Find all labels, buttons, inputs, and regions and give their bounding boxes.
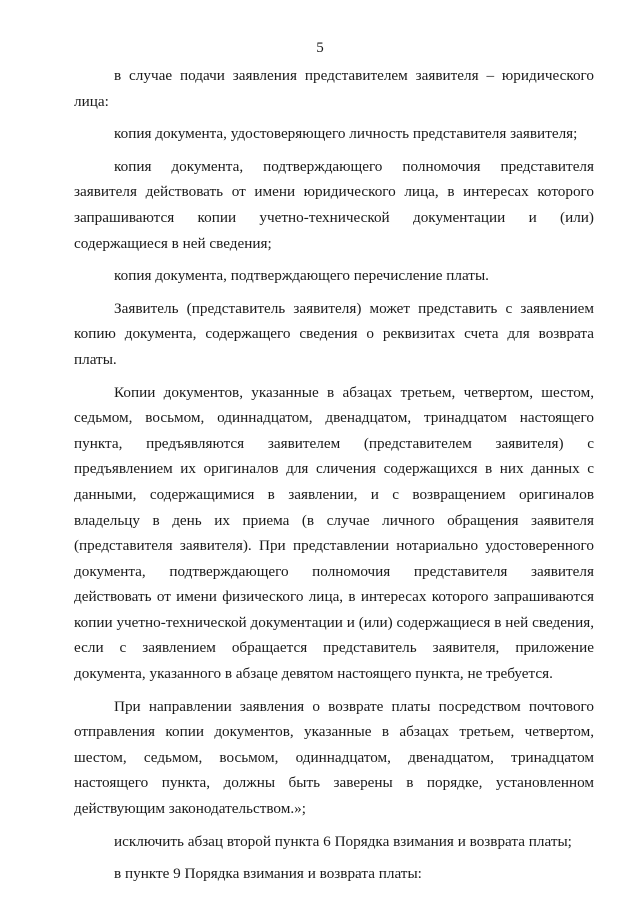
paragraph: При направлении заявления о возврате платы посредством почтового отправления копии документов, указанные в абзацах третьем, четвертом, шестом, седьмом, восьмом, одиннадцатом, двенадцатом, тринадцатом настоящего пункта, должны быть заверены в порядке, установленном действующим законодательством.»; bbox=[74, 697, 594, 818]
paragraph: в пункте 9 Порядка взимания и возврата платы: bbox=[114, 865, 422, 883]
paragraph: исключить абзац второй пункта 6 Порядка взимания и возврата платы; bbox=[114, 832, 572, 850]
document-body bbox=[74, 63, 594, 887]
paragraph: копия документа, подтверждающего перечисление платы. bbox=[114, 267, 489, 285]
paragraph: Копии документов, указанные в абзацах третьем, четвертом, шестом, седьмом, восьмом, одиннадцатом, двенадцатом, тринадцатом настоящего пункта, предъявляются заявителем (представителем заявителя) с предъявлением их оригиналов для сличения содержащихся в них данных с данными, содержащимися в заявлении, и с возвращением оригиналов владельцу в день их приема (в случае личного обращения заявителя (представителя заявителя). При представлении нотариально удостоверенного документа, подтверждающего полномочия представителя заявителя действовать от имени физического лица, в интересах которого запрашиваются копии учетно-технической документации и (или) содержащиеся в ней сведения, если с заявлением обращается представитель заявителя, приложение документа, указанного в абзаце девятом настоящего пункта, не требуется. bbox=[74, 383, 594, 683]
page-number: 5 bbox=[316, 40, 324, 56]
paragraph: копия документа, подтверждающего полномочия представителя заявителя действовать от имени юридического лица, в интересах которого запрашиваются копии учетно-технической документации и (или) содержащиеся в ней сведения; bbox=[74, 157, 594, 252]
paragraph: Заявитель (представитель заявителя) может представить с заявлением копию документа, содержащего сведения о реквизитах счета для возврата платы. bbox=[74, 299, 594, 368]
paragraph: в случае подачи заявления представителем заявителя – юридического лица: bbox=[74, 67, 594, 110]
paragraph: копия документа, удостоверяющего личность представителя заявителя; bbox=[114, 125, 578, 143]
